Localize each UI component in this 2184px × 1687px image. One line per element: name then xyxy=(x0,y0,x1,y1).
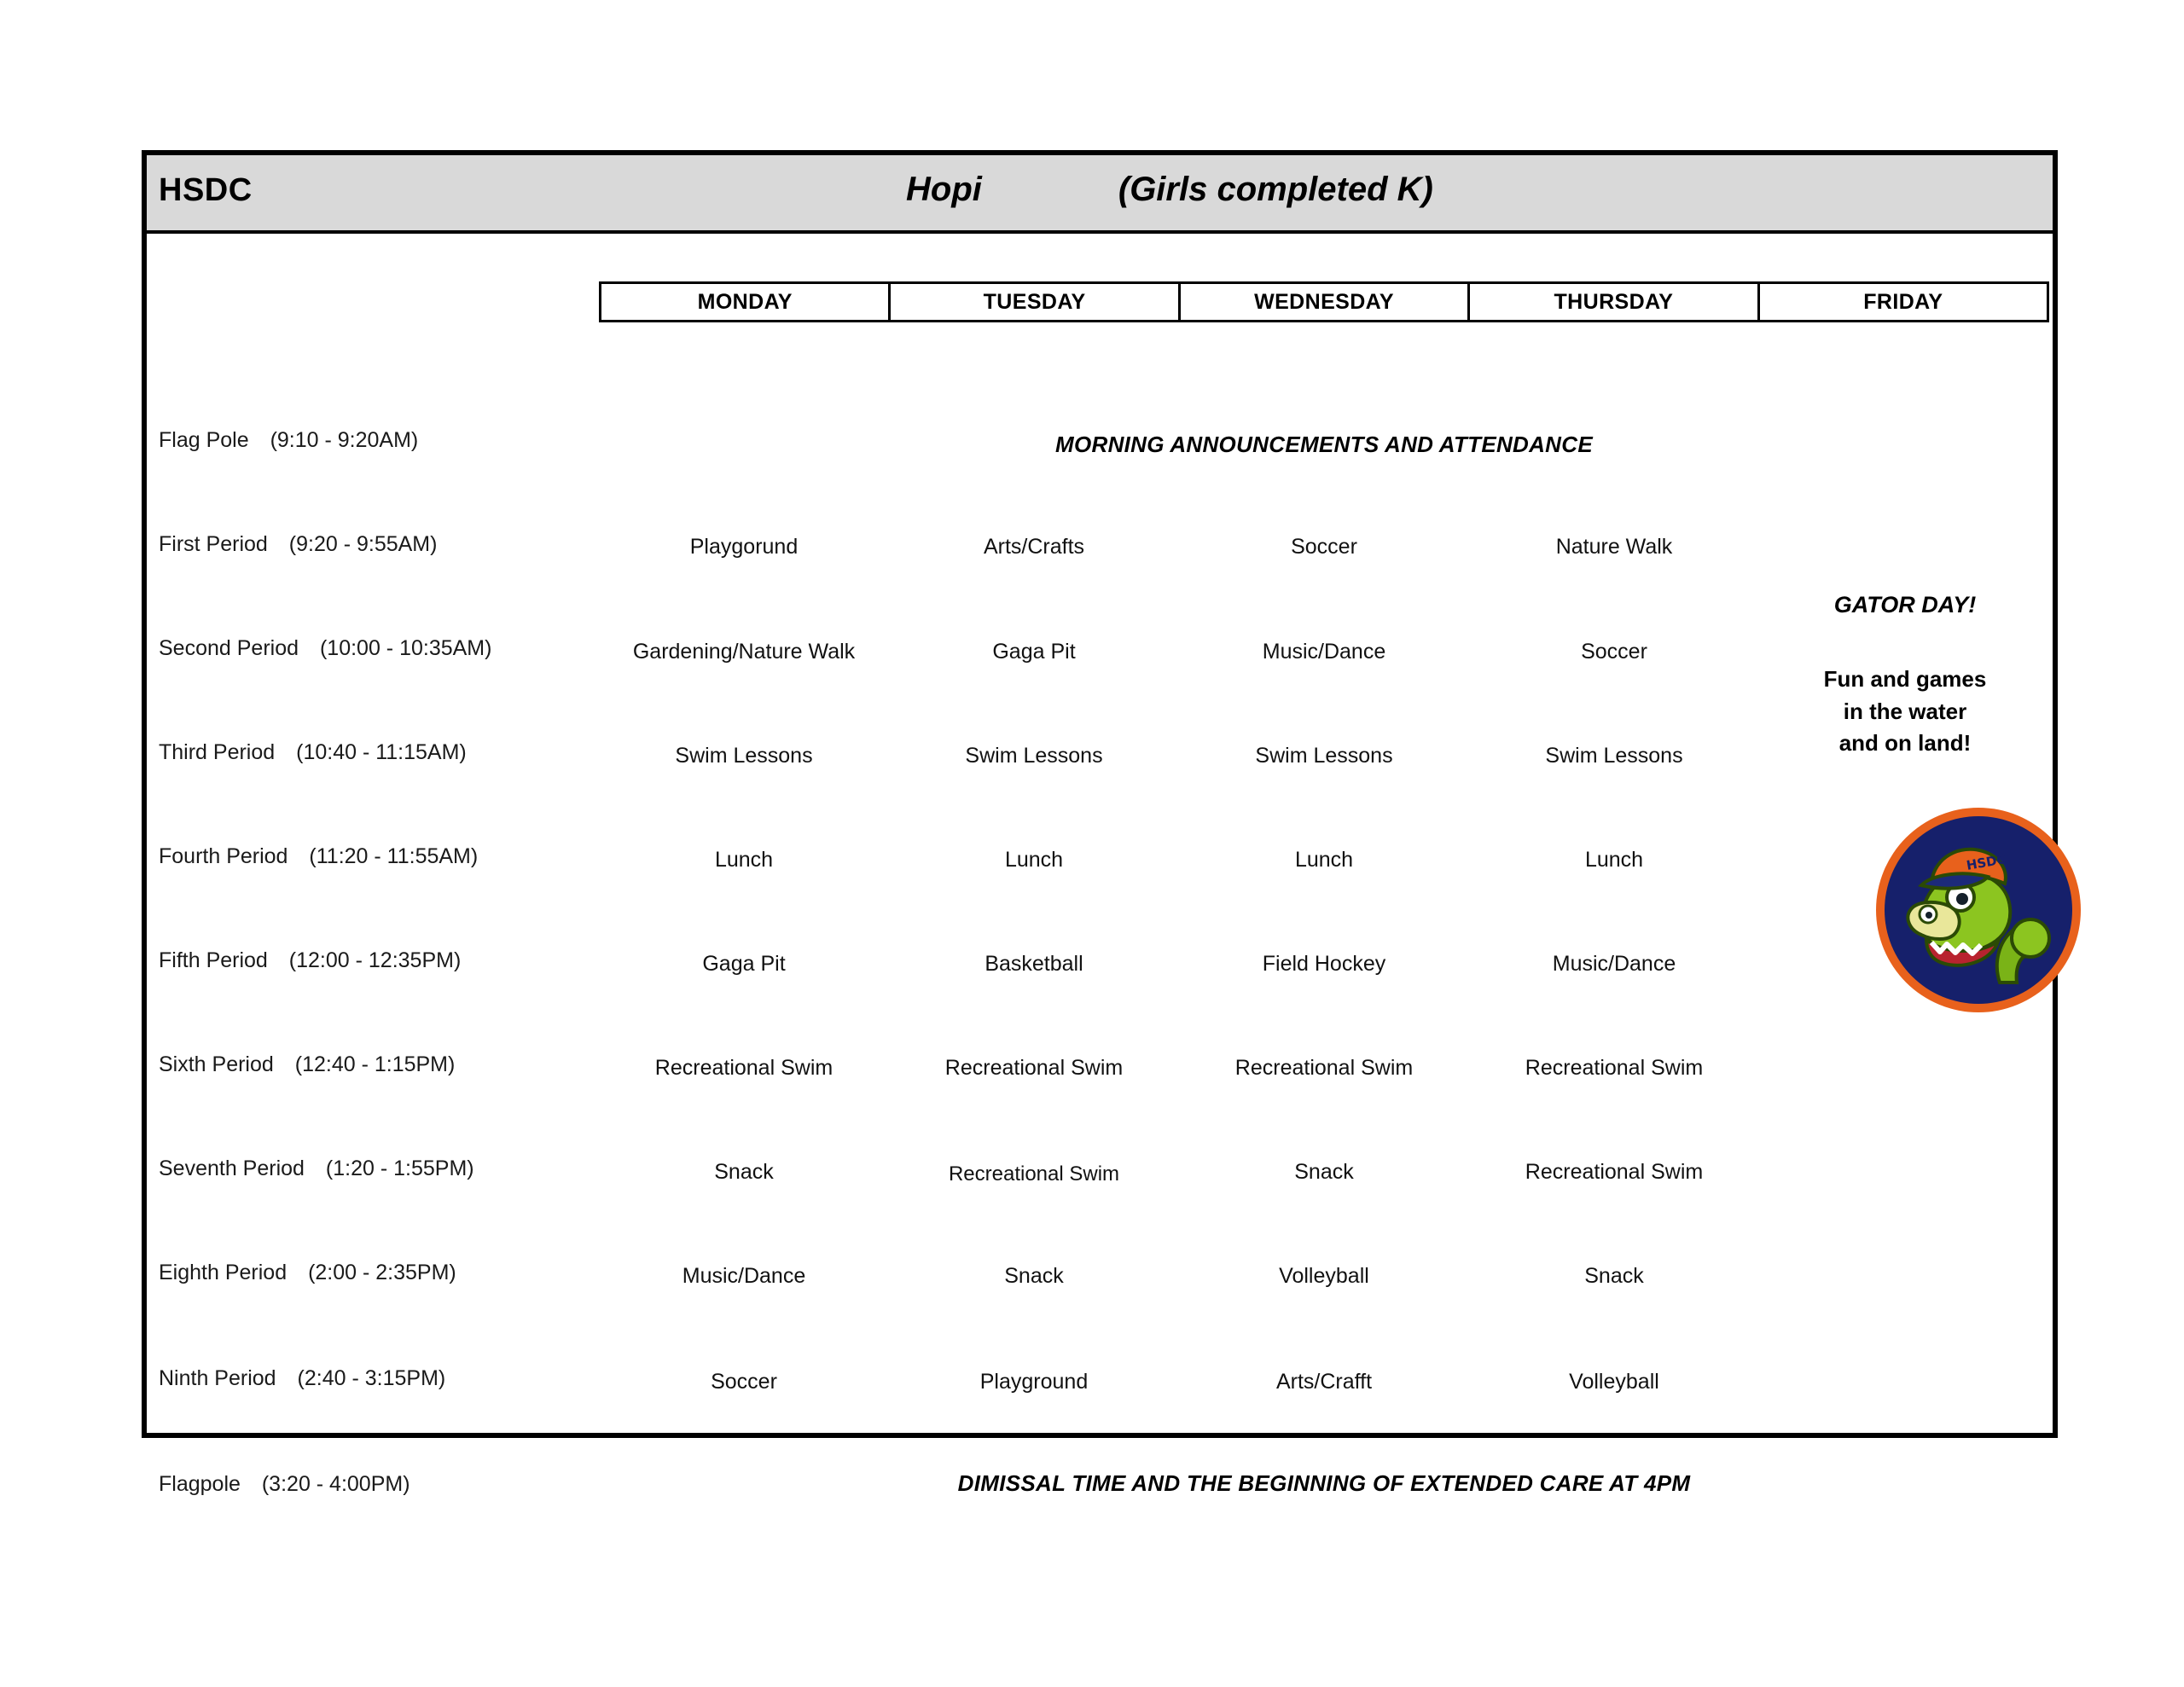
row-cells xyxy=(599,1055,2049,1081)
period-time: (11:20 - 11:55AM) xyxy=(309,844,479,868)
cell-tuesday: Lunch xyxy=(1004,848,1064,872)
day-header-tuesday: TUESDAY xyxy=(891,284,1180,320)
period-name: Seventh Period xyxy=(159,1157,305,1180)
period-name: Second Period xyxy=(159,636,299,660)
period-time: (3:20 - 4:00PM) xyxy=(261,1472,410,1496)
cell-wednesday: Snack xyxy=(1294,1160,1354,1184)
period-name: Flagpole xyxy=(159,1472,241,1496)
cell-friday xyxy=(1759,1369,2049,1394)
period-name: First Period xyxy=(159,532,268,556)
cell-thursday: Music/Dance xyxy=(1552,952,1676,976)
cell-tuesday: Recreational Swim xyxy=(944,1056,1124,1080)
day-header-wednesday: WEDNESDAY xyxy=(1181,284,1470,320)
group-name: Hopi xyxy=(906,171,982,208)
cell-tuesday: Swim Lessons xyxy=(965,744,1103,768)
row-label xyxy=(159,428,602,453)
dismissal-banner: DIMISSAL TIME AND THE BEGINNING OF EXTENDED CARE AT 4PM xyxy=(957,1470,1691,1496)
cell-wednesday: Field Hockey xyxy=(1262,952,1386,976)
cell-thursday: Nature Walk xyxy=(1555,535,1673,559)
period-name: Third Period xyxy=(159,740,276,764)
cell-thursday: Swim Lessons xyxy=(1545,744,1683,768)
cell-tuesday: Playground xyxy=(979,1370,1089,1394)
period-time: (1:20 - 1:55PM) xyxy=(325,1157,474,1180)
cell-wednesday: Swim Lessons xyxy=(1255,744,1393,768)
gator-mascot-logo-icon xyxy=(1872,803,2085,1017)
schedule-sheet xyxy=(142,150,2058,1496)
gator-line-3: and on land! xyxy=(1838,730,1972,757)
title-group xyxy=(906,171,1433,209)
cell-tuesday: Arts/Crafts xyxy=(983,535,1085,559)
organization-title: HSDC xyxy=(159,172,253,208)
cell-monday: Playgorund xyxy=(689,535,799,559)
gator-line-2: in the water xyxy=(1843,698,1967,724)
cell-tuesday: Basketball xyxy=(985,952,1083,976)
row-cells xyxy=(599,951,2049,977)
period-time: (9:10 - 9:20AM) xyxy=(270,428,419,452)
cell-monday: Gardening/Nature Walk xyxy=(632,640,856,664)
cell-thursday: Lunch xyxy=(1584,848,1644,872)
period-name: Fourth Period xyxy=(159,844,288,868)
period-name: Sixth Period xyxy=(159,1052,274,1076)
row-label xyxy=(159,740,602,765)
cell-thursday: Recreational Swim xyxy=(1525,1056,1704,1080)
period-name: Ninth Period xyxy=(159,1366,276,1390)
day-header-friday: FRIDAY xyxy=(1863,289,1943,314)
group-subtitle: (Girls completed K) xyxy=(1118,171,1433,208)
cell-thursday: Snack xyxy=(1584,1264,1644,1288)
period-time: (12:40 - 1:15PM) xyxy=(294,1052,456,1076)
title-bar xyxy=(147,155,2053,234)
row-label xyxy=(159,1472,602,1497)
cell-tuesday: Gaga Pit xyxy=(992,640,1076,664)
cell-friday xyxy=(1759,639,2049,664)
cell-monday: Soccer xyxy=(711,1370,777,1394)
period-time: (10:00 - 10:35AM) xyxy=(319,636,492,660)
gator-line-1: Fun and games xyxy=(1823,666,1987,692)
period-time: (9:20 - 9:55AM) xyxy=(288,532,438,556)
day-header-row xyxy=(599,281,2049,322)
gator-day-label: GATOR DAY! xyxy=(1833,592,1977,617)
row-label xyxy=(159,636,602,661)
row-cells xyxy=(599,1369,2049,1394)
cell-monday: Music/Dance xyxy=(682,1264,806,1288)
row-label xyxy=(159,1366,602,1391)
period-time: (2:40 - 3:15PM) xyxy=(297,1366,446,1390)
cell-friday xyxy=(1759,1159,2049,1187)
cell-monday: Gaga Pit xyxy=(702,952,786,976)
row-label xyxy=(159,1157,602,1181)
cell-wednesday: Lunch xyxy=(1294,848,1354,872)
row-cells xyxy=(599,847,2049,872)
morning-announcements-banner: MORNING ANNOUNCEMENTS AND ATTENDANCE xyxy=(1055,432,1593,457)
cell-thursday: Recreational Swim xyxy=(1525,1160,1704,1184)
row-label xyxy=(159,948,602,973)
cell-monday: Swim Lessons xyxy=(675,744,813,768)
row-cells xyxy=(599,639,2049,664)
row-cells xyxy=(599,1159,2049,1187)
period-name: Eighth Period xyxy=(159,1261,288,1284)
row-label xyxy=(159,1052,602,1077)
cell-wednesday: Recreational Swim xyxy=(1234,1056,1414,1080)
row-label xyxy=(159,1261,602,1285)
period-time: (10:40 - 11:15AM) xyxy=(296,740,467,764)
row-cells xyxy=(599,1263,2049,1289)
day-header-thursday: THURSDAY xyxy=(1470,284,1759,320)
cell-tuesday: Recreational Swim xyxy=(948,1162,1120,1186)
cell-thursday: Soccer xyxy=(1581,640,1647,664)
row-label xyxy=(159,532,602,557)
cell-wednesday: Volleyball xyxy=(1279,1264,1369,1288)
period-time: (12:00 - 12:35PM) xyxy=(288,948,462,972)
cell-wednesday: Soccer xyxy=(1291,535,1357,559)
period-time: (2:00 - 2:35PM) xyxy=(308,1261,456,1284)
day-header-monday: MONDAY xyxy=(601,284,891,320)
svg-text:HSDC: HSDC xyxy=(1965,851,2007,873)
cell-wednesday: Music/Dance xyxy=(1262,640,1386,664)
cell-thursday: Volleyball xyxy=(1569,1370,1659,1394)
period-name: Fifth Period xyxy=(159,948,268,972)
cell-friday xyxy=(1759,534,2049,559)
cell-tuesday: Snack xyxy=(1004,1264,1064,1288)
gator-day-description xyxy=(1761,664,2049,760)
cell-friday xyxy=(1759,1263,2049,1289)
cell-wednesday: Arts/Crafft xyxy=(1275,1370,1373,1394)
row-label xyxy=(159,844,602,869)
period-name: Flag Pole xyxy=(159,428,249,452)
row-cells xyxy=(599,534,2049,559)
cell-monday: Snack xyxy=(714,1160,774,1184)
cell-monday: Lunch xyxy=(714,848,774,872)
cell-monday: Recreational Swim xyxy=(654,1056,834,1080)
cell-friday xyxy=(1759,1055,2049,1081)
